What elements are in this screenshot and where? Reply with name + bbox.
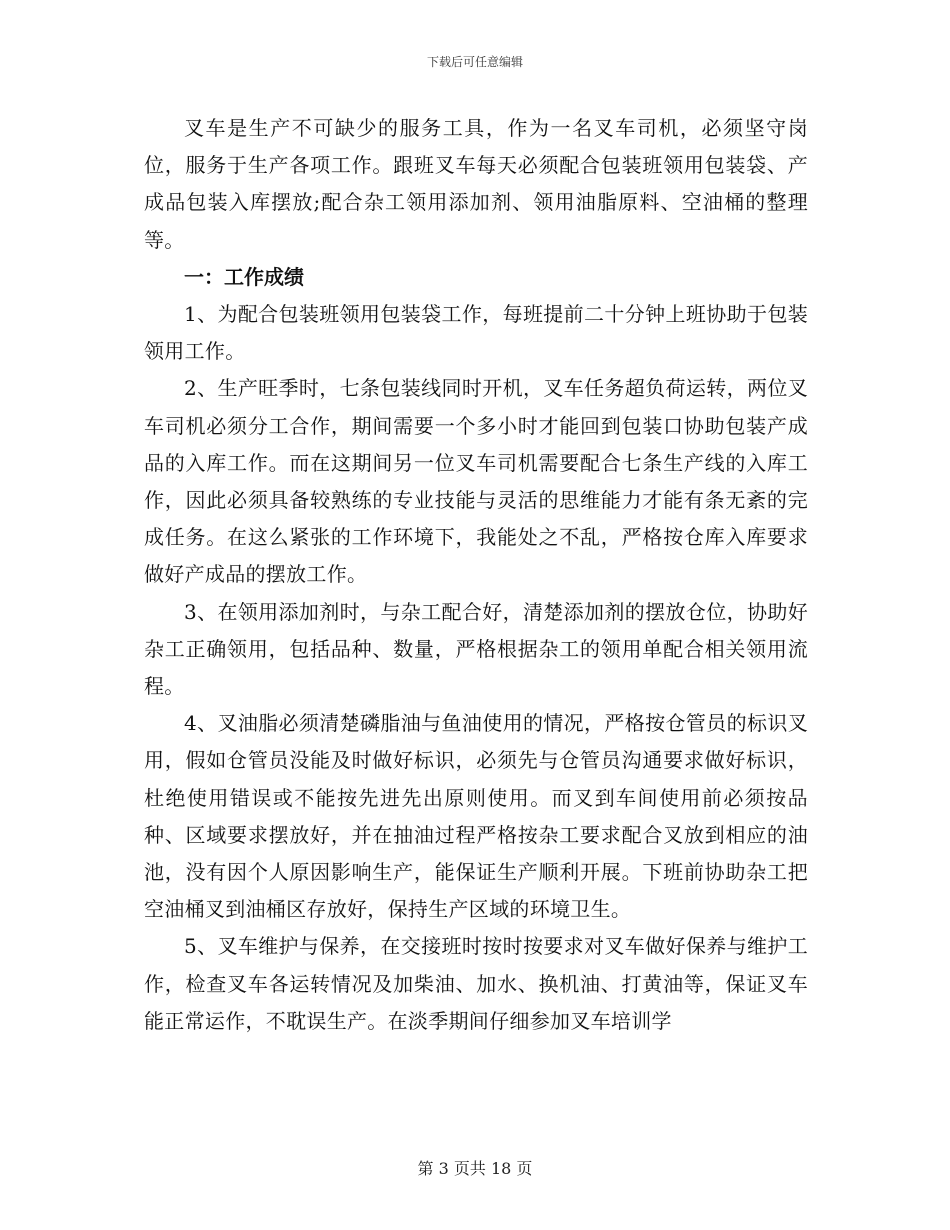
document-body [144,110,808,1040]
list-item-4: 4、叉油脂必须清楚磷脂油与鱼油使用的情况，严格按仓管员的标识叉用，假如仓管员没能及时做好标识，必须先与仓管员沟通要求做好标识，杜绝使用错误或不能按先进先出原则使用。而叉到车间使用前必须按品种、区域要求摆放好，并在抽油过程严格按杂工要求配合叉放到相应的油池，没有因个人原因影响生产，能保证生产顺利开展。下班前协助杂工把空油桶叉到油桶区存放好，保持生产区域的环境卫生。 [144,711,808,922]
list-item-3: 3、在领用添加剂时，与杂工配合好，清楚添加剂的摆放仓位，协助好杂工正确领用，包括品种、数量，严格根据杂工的领用单配合相关领用流程。 [144,599,808,699]
intro-paragraph: 叉车是生产不可缺少的服务工具，作为一名叉车司机，必须坚守岗位，服务于生产各项工作。跟班叉车每天必须配合包装班领用包装袋、产成品包装入库摆放;配合杂工领用添加剂、领用油脂原料、空油桶的整理等。 [144,116,808,252]
list-item-2: 2、生产旺季时，七条包装线同时开机，叉车任务超负荷运转，两位叉车司机必须分工合作，期间需要一个多小时才能回到包装口协助包装产成品的入库工作。而在这期间另一位叉车司机需要配合七条生产线的入库工作，因此必须具备较熟练的专业技能与灵活的思维能力才能有条无紊的完成任务。在这么紧张的工作环境下，我能处之不乱，严格按仓库入库要求做好产成品的摆放工作。 [144,376,808,587]
list-item-1: 1、为配合包装班领用包装袋工作，每班提前二十分钟上班协助于包装领用工作。 [144,302,808,364]
list-item-5: 5、叉车维护与保养，在交接班时按时按要求对叉车做好保养与维护工作，检查叉车各运转情况及加柴油、加水、换机油、打黄油等，保证叉车能正常运作，不耽误生产。在淡季期间仔细参加叉车培训学 [144,934,808,1033]
section-heading: 一：工作成绩 [184,264,304,289]
page-number: 第 3 页共 18 页 [417,1159,533,1178]
page-header: 下载后可任意编辑 [426,55,523,69]
